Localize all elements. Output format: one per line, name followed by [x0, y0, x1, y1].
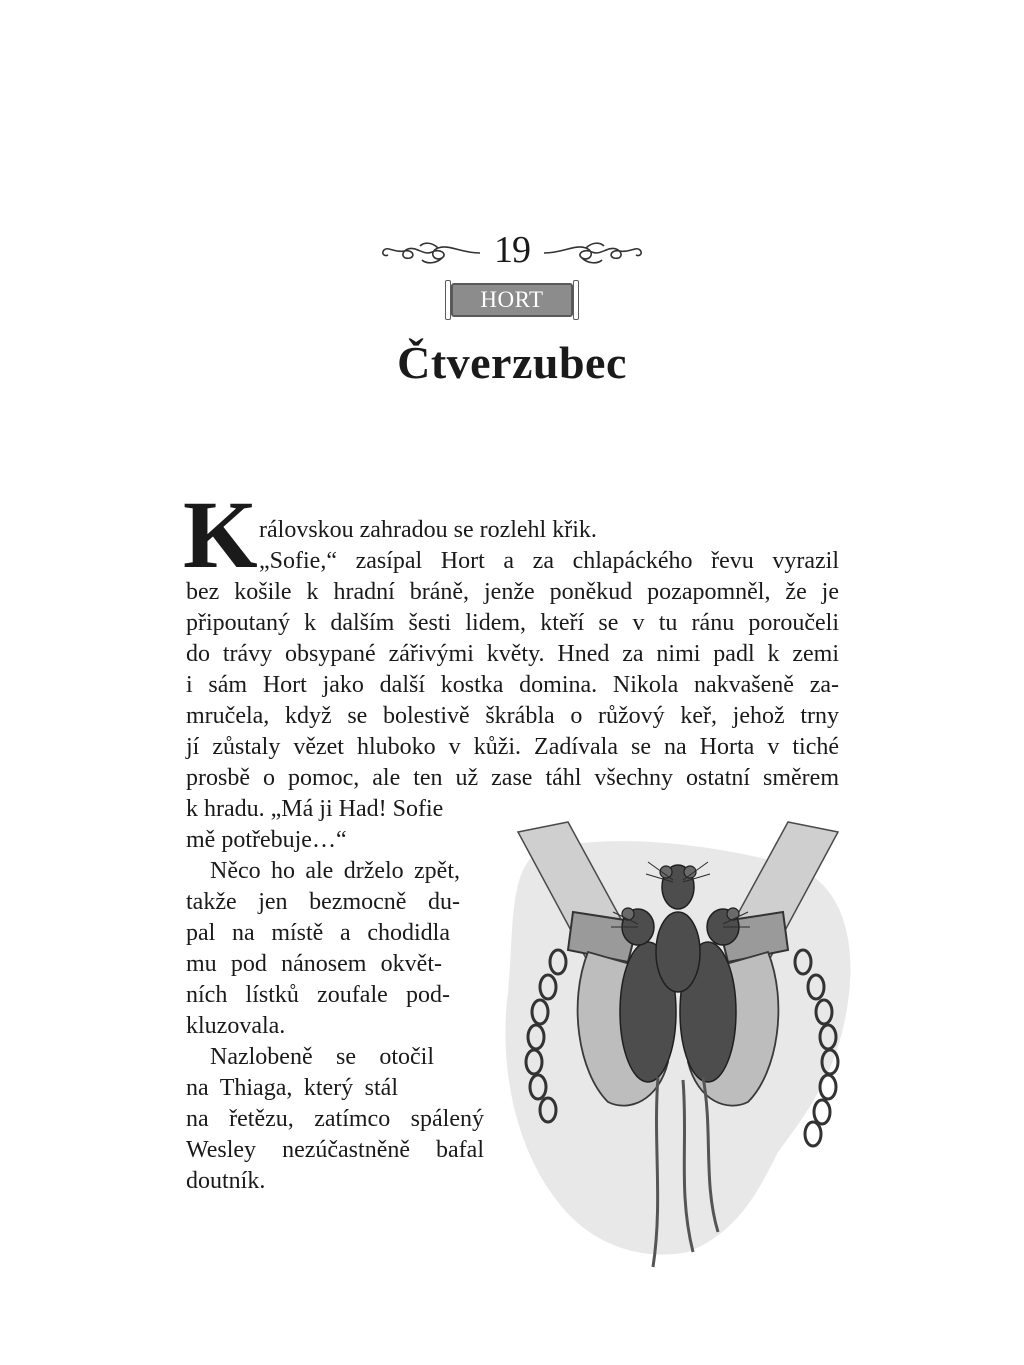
text-line: „Sofie,“ zasípal Hort a za chlapáckého řevu vyrazil — [259, 548, 839, 574]
text-line: na Thiaga, který stál — [186, 1075, 398, 1101]
text-line: Nazlobeně se otočil — [210, 1044, 434, 1070]
text-line: bez košile k hradní bráně, jenže poněkud pozapomněl, že je — [186, 579, 839, 605]
text-line: Něco ho ale drželo zpět, — [210, 858, 460, 884]
text-line: pal na místě a chodidla — [186, 920, 450, 946]
text-line: jí zůstaly vězet hluboko v kůži. Zadívala se na Horta v tiché — [186, 734, 839, 760]
text-line: ních lístků zoufale pod- — [186, 982, 450, 1008]
text-line: Wesley nezúčastněně bafal — [186, 1137, 484, 1163]
chapter-title: Čtverzubec — [397, 337, 627, 388]
right-flourish-icon — [542, 240, 644, 266]
chapter-header — [0, 228, 1024, 278]
drop-cap: K — [183, 481, 258, 588]
rats-in-chained-hands-illustration — [478, 812, 878, 1282]
text-line: do trávy obsypané zářivými květy. Hned za nimi padl k zemi — [186, 641, 839, 667]
text-line: kluzovala. — [186, 1013, 286, 1039]
chapter-number: 19 — [494, 229, 530, 271]
text-line: mu pod nánosem okvět- — [186, 951, 442, 977]
text-line: doutník. — [186, 1168, 266, 1194]
text-line: i sám Hort jako další kostka domina. Nikola nakvašeně za- — [186, 672, 839, 698]
pov-badge: HORT — [451, 283, 573, 317]
text-line: rálovskou zahradou se rozlehl křik. — [259, 517, 597, 543]
text-line: takže jen bezmocně du- — [186, 889, 460, 915]
text-line: připoutaný k dalším šesti lidem, kteří se v tu ránu poroučeli — [186, 610, 839, 636]
text-line: mě potřebuje…“ — [186, 827, 347, 853]
text-line: na řetězu, zatímco spálený — [186, 1106, 484, 1132]
text-line: prosbě o pomoc, ale ten už zase táhl všechny ostatní směrem — [186, 765, 839, 791]
text-line: k hradu. „Má ji Had! Sofie — [186, 796, 444, 822]
text-line: mručela, když se bolestivě škrábla o růžový keř, jehož trny — [186, 703, 839, 729]
